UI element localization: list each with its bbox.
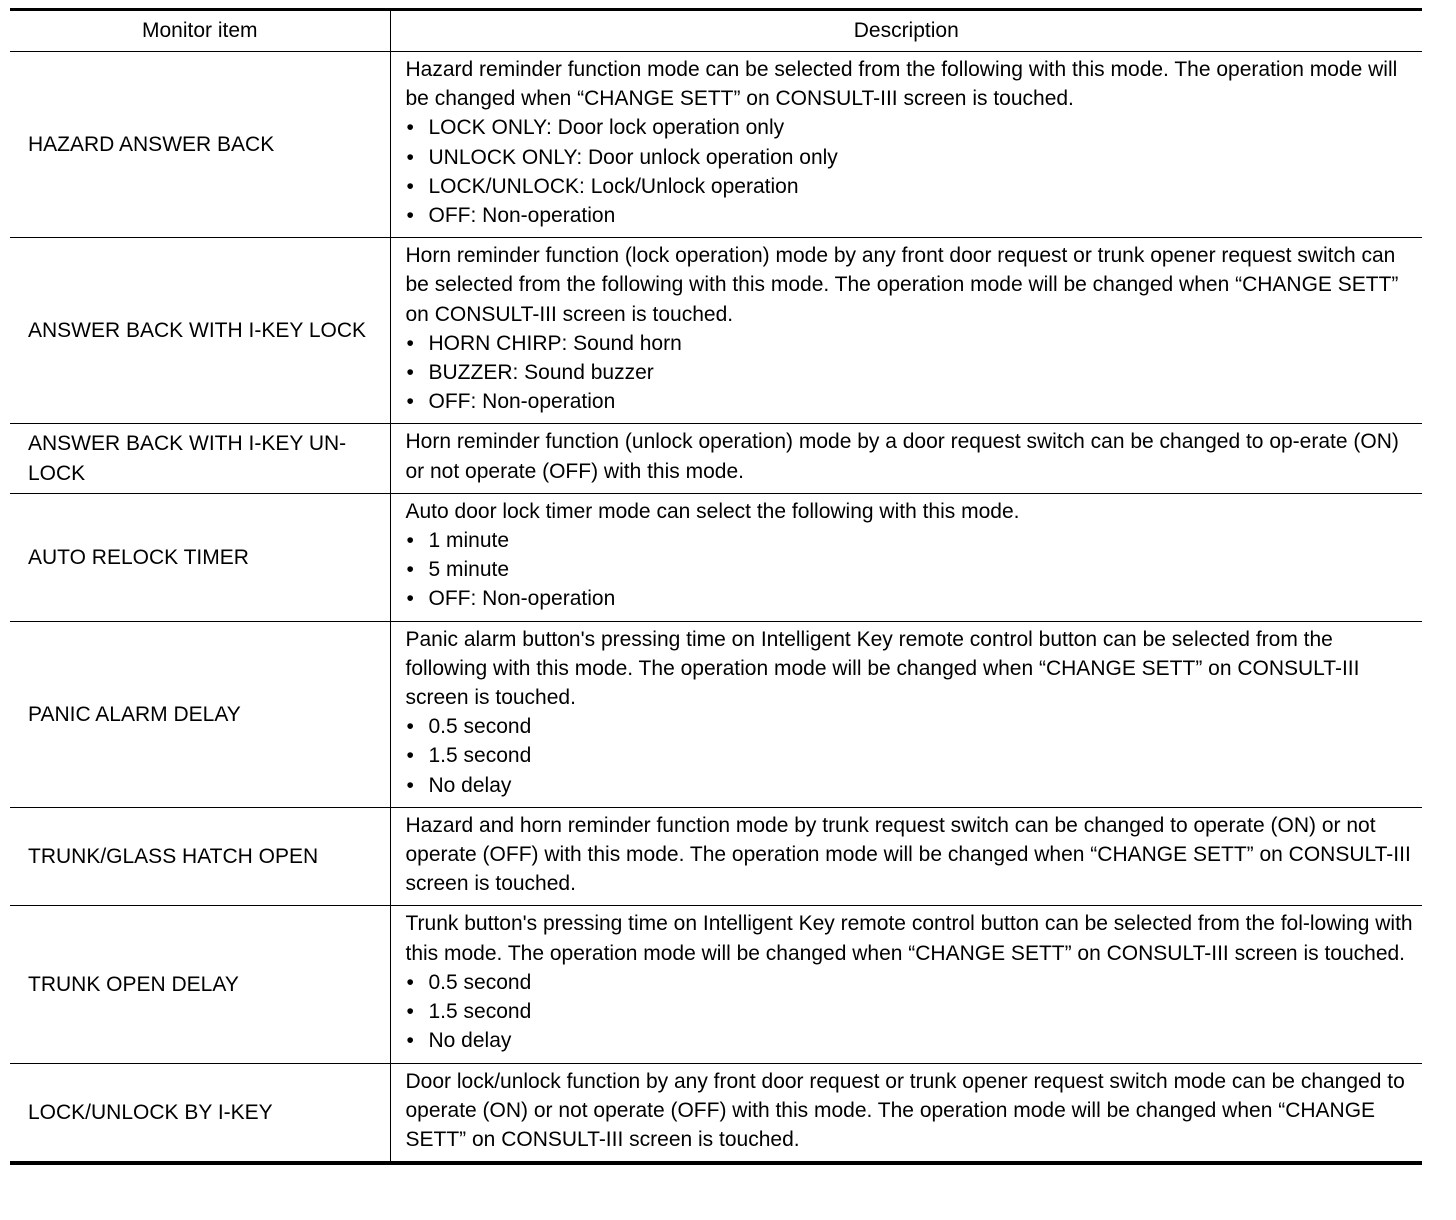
table-header	[10, 10, 1422, 52]
option-list-item: • 0.5 second	[406, 712, 1415, 741]
monitor-item-cell: PANIC ALARM DELAY	[10, 621, 390, 807]
table-row	[10, 807, 1422, 906]
monitor-item-cell: HAZARD ANSWER BACK	[10, 52, 390, 238]
table-row	[10, 1063, 1422, 1163]
monitor-item-table	[10, 8, 1422, 1165]
option-list	[406, 968, 1415, 1056]
description-cell	[390, 1063, 1422, 1163]
table-row	[10, 621, 1422, 807]
description-cell	[390, 807, 1422, 906]
option-list-item: • 1.5 second	[406, 997, 1415, 1026]
table-body	[10, 52, 1422, 1164]
option-list-item: • OFF: Non-operation	[406, 387, 1415, 416]
option-list-item: • UNLOCK ONLY: Door unlock operation only	[406, 143, 1415, 172]
option-list	[406, 329, 1415, 417]
description-text: Hazard and horn reminder function mode by trunk request switch can be changed to operate (ON) or not operate (OFF) with this mode. The operation mode will be changed when “CHANGE SETT” on CONSULT-III screen is touched.	[405, 813, 1411, 896]
option-list	[406, 712, 1415, 800]
option-list-item: • LOCK/UNLOCK: Lock/Unlock operation	[406, 172, 1415, 201]
table-row	[10, 52, 1422, 238]
description-cell	[390, 424, 1422, 493]
option-list-item: • HORN CHIRP: Sound horn	[406, 329, 1415, 358]
description-text: Horn reminder function (unlock operation) mode by a door request switch can be changed to op-erate (ON) or not operate (OFF) with this mode.	[405, 430, 1399, 483]
monitor-item-cell: ANSWER BACK WITH I-KEY LOCK	[10, 238, 390, 424]
monitor-item-cell: ANSWER BACK WITH I-KEY UN-LOCK	[10, 424, 390, 493]
table-row	[10, 238, 1422, 424]
monitor-item-cell: LOCK/UNLOCK BY I-KEY	[10, 1063, 390, 1163]
option-list	[406, 526, 1415, 614]
option-list-item: • OFF: Non-operation	[406, 584, 1415, 613]
header-row	[10, 10, 1422, 52]
option-list	[406, 113, 1415, 230]
description-cell	[390, 238, 1422, 424]
option-list-item: • BUZZER: Sound buzzer	[406, 358, 1415, 387]
description-text: Auto door lock timer mode can select the following with this mode.	[405, 499, 1020, 523]
option-list-item: • LOCK ONLY: Door lock operation only	[406, 113, 1415, 142]
description-cell	[390, 906, 1422, 1063]
description-text: Door lock/unlock function by any front door request or trunk opener request switch mode can be changed to operate (ON) or not operate (OFF) with this mode. The operation mode will be changed when “CHANGE SETT” on CONSULT-III screen is touched.	[405, 1069, 1405, 1151]
table-row	[10, 493, 1422, 621]
monitor-item-cell: AUTO RELOCK TIMER	[10, 493, 390, 621]
option-list-item: • 5 minute	[406, 555, 1415, 584]
option-list-item: • 1 minute	[406, 526, 1415, 555]
header-monitor-item: Monitor item	[10, 10, 390, 52]
description-cell	[390, 493, 1422, 621]
option-list-item: • 0.5 second	[406, 968, 1415, 997]
description-text: Horn reminder function (lock operation) mode by any front door request or trunk opener request switch can be selected from the following with this mode. The operation mode will be changed when “CHANGE SETT” on CONSULT-III screen is touched.	[405, 244, 1399, 326]
table-row	[10, 906, 1422, 1063]
option-list-item: • OFF: Non-operation	[406, 201, 1415, 230]
option-list-item: • No delay	[406, 1026, 1415, 1055]
description-cell	[390, 621, 1422, 807]
description-text: Trunk button's pressing time on Intelligent Key remote control button can be selected from the fol-lowing with this mode. The operation mode will be changed when “CHANGE SETT” on CONSULT-III screen is touched.	[405, 912, 1413, 965]
description-text: Hazard reminder function mode can be selected from the following with this mode. The operation mode will be changed when “CHANGE SETT” on CONSULT-III screen is touched.	[405, 58, 1398, 111]
description-cell	[390, 52, 1422, 238]
option-list-item: • 1.5 second	[406, 741, 1415, 770]
description-text: Panic alarm button's pressing time on Intelligent Key remote control button can be selected from the following with this mode. The operation mode will be changed when “CHANGE SETT” on CONSULT-III screen is touched.	[405, 627, 1360, 710]
monitor-item-cell: TRUNK/GLASS HATCH OPEN	[10, 807, 390, 906]
header-description: Description	[390, 10, 1422, 52]
monitor-item-cell: TRUNK OPEN DELAY	[10, 906, 390, 1063]
table-row	[10, 424, 1422, 493]
option-list-item: • No delay	[406, 771, 1415, 800]
